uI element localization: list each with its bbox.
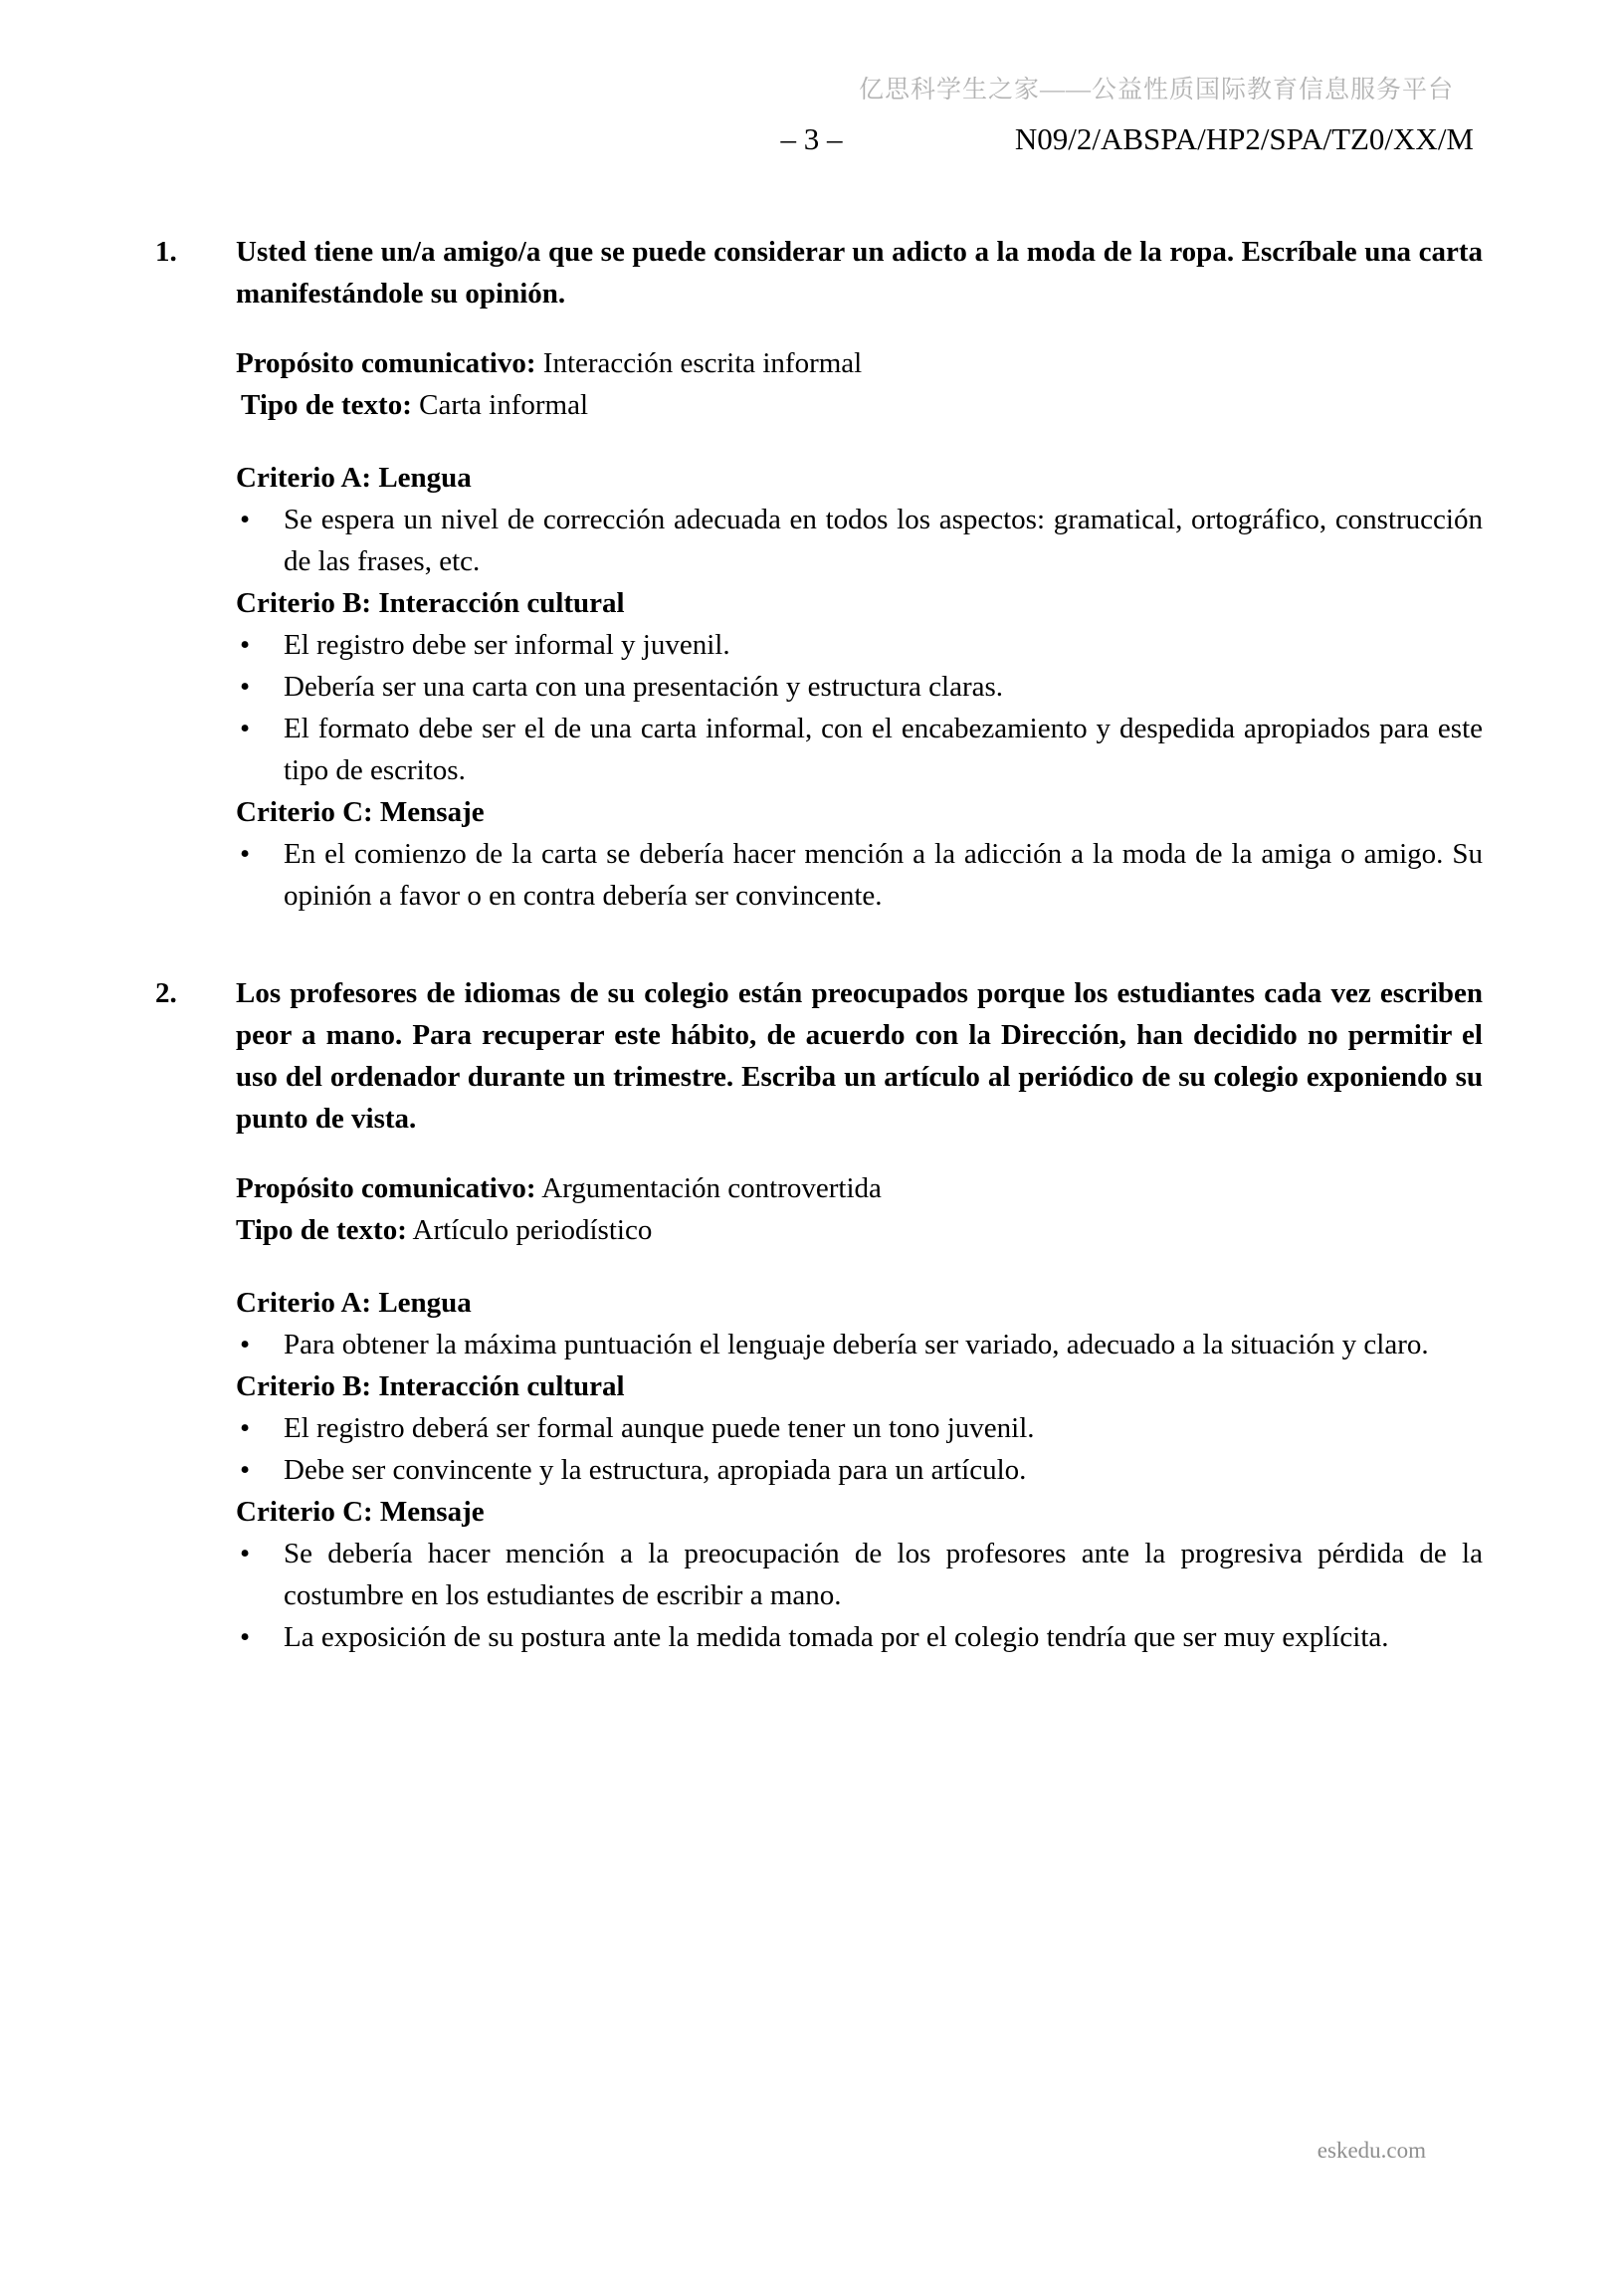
- question-body: [236, 972, 1483, 1658]
- criterion-bullet: [236, 1449, 1483, 1491]
- question-prompt: Los profesores de idiomas de su colegio están preocupados porque los estudiantes cada vez escriben peor a mano. Para recuperar este hábito, de acuerdo con la Dirección, han decidido no permitir el uso del ordenador durante un trimestre. Escriba un artículo al periódico de su colegio exponiendo su punto de vista.: [236, 977, 1483, 1135]
- bullet-text: Se debería hacer mención a la preocupación de los profesores ante la progresiva pérdida de la costumbre en los estudiantes de escribir a mano.: [284, 1538, 1483, 1611]
- bullet-marker: •: [240, 1329, 251, 1360]
- bullet-text: Debería ser una carta con una presentación y estructura claras.: [284, 671, 1004, 703]
- criterion-bullet: [236, 708, 1483, 791]
- criterion-title: Criterio A: Lengua: [236, 462, 472, 494]
- bullet-text: El formato debe ser el de una carta informal, con el encabezamiento y despedida apropiados para este tipo de escritos.: [284, 713, 1483, 786]
- purpose-line: [236, 1167, 1483, 1209]
- purpose-label: Propósito comunicativo:: [236, 1172, 536, 1204]
- footer-site-label: eskedu.com: [1317, 2138, 1426, 2163]
- question-number: 1.: [155, 236, 177, 268]
- text-type-value: Artículo periodístico: [412, 1214, 653, 1246]
- watermark-text: 亿思科学生之家——公益性质国际教育信息服务平台: [858, 77, 1454, 104]
- bullet-text: Para obtener la máxima puntuación el lenguaje debería ser variado, adecuado a la situación y claro.: [284, 1329, 1429, 1360]
- purpose-value: Argumentación controvertida: [541, 1172, 882, 1204]
- bullet-text: Debe ser convincente y la estructura, apropiada para un artículo.: [284, 1454, 1027, 1486]
- bullet-marker: •: [240, 1412, 251, 1444]
- bullet-marker: •: [240, 671, 251, 703]
- text-type-value: Carta informal: [419, 389, 589, 421]
- criterion-bullet: [236, 1407, 1483, 1449]
- purpose-label: Propósito comunicativo:: [236, 347, 536, 379]
- criterion-bullet: [236, 1533, 1483, 1616]
- bullet-text: La exposición de su postura ante la medida tomada por el colegio tendría que ser muy explícita.: [284, 1621, 1389, 1653]
- bullet-marker: •: [240, 713, 251, 744]
- criteria-block: [236, 1282, 1483, 1658]
- criterion-bullet: [236, 833, 1483, 917]
- bullet-marker: •: [240, 1538, 251, 1569]
- purpose-line: [236, 342, 1483, 384]
- criterion-bullet: [236, 1324, 1483, 1365]
- purpose-value: Interacción escrita informal: [542, 347, 863, 379]
- question-item-2: [155, 972, 1483, 1658]
- bullet-marker: •: [240, 1454, 251, 1486]
- text-type-label: Tipo de texto:: [241, 389, 412, 421]
- document-body: [155, 231, 1483, 1714]
- criterion-bullet: [236, 666, 1483, 708]
- paper-code: N09/2/ABSPA/HP2/SPA/TZ0/XX/M: [1014, 121, 1474, 156]
- criterion-title: Criterio B: Interacción cultural: [236, 587, 625, 619]
- bullet-text: El registro deberá ser formal aunque puede tener un tono juvenil.: [284, 1412, 1035, 1444]
- bullet-text: Se espera un nivel de corrección adecuada en todos los aspectos: gramatical, ortográfico, construcción de las frases, etc.: [284, 504, 1483, 577]
- bullet-text: El registro debe ser informal y juvenil.: [284, 629, 730, 661]
- bullet-marker: •: [240, 629, 251, 661]
- criterion-title: Criterio B: Interacción cultural: [236, 1370, 625, 1402]
- question-number: 2.: [155, 977, 177, 1009]
- text-type-line: [236, 1209, 1483, 1251]
- question-prompt: Usted tiene un/a amigo/a que se puede considerar un adicto a la moda de la ropa. Escríbale una carta manifestándole su opinión.: [236, 236, 1483, 310]
- question-body: [236, 231, 1483, 917]
- question-meta: [236, 1167, 1483, 1251]
- text-type-label: Tipo de texto:: [236, 1214, 407, 1246]
- bullet-marker: •: [240, 504, 251, 535]
- criterion-bullet: [236, 1616, 1483, 1658]
- bullet-marker: •: [240, 838, 251, 870]
- page-header-line: [0, 121, 1623, 165]
- question-meta: [236, 342, 1483, 426]
- criterion-title: Criterio A: Lengua: [236, 1287, 472, 1319]
- criteria-block: [236, 457, 1483, 917]
- bullet-marker: •: [240, 1621, 251, 1653]
- bullet-text: En el comienzo de la carta se debería hacer mención a la adicción a la moda de la amiga o amigo. Su opinión a favor o en contra debería ser convincente.: [284, 838, 1483, 912]
- page-number: – 3 –: [780, 121, 843, 156]
- criterion-title: Criterio C: Mensaje: [236, 1496, 485, 1528]
- criterion-bullet: [236, 624, 1483, 666]
- text-type-line: [236, 384, 1483, 426]
- criterion-title: Criterio C: Mensaje: [236, 796, 485, 828]
- question-item-1: [155, 231, 1483, 917]
- criterion-bullet: [236, 499, 1483, 582]
